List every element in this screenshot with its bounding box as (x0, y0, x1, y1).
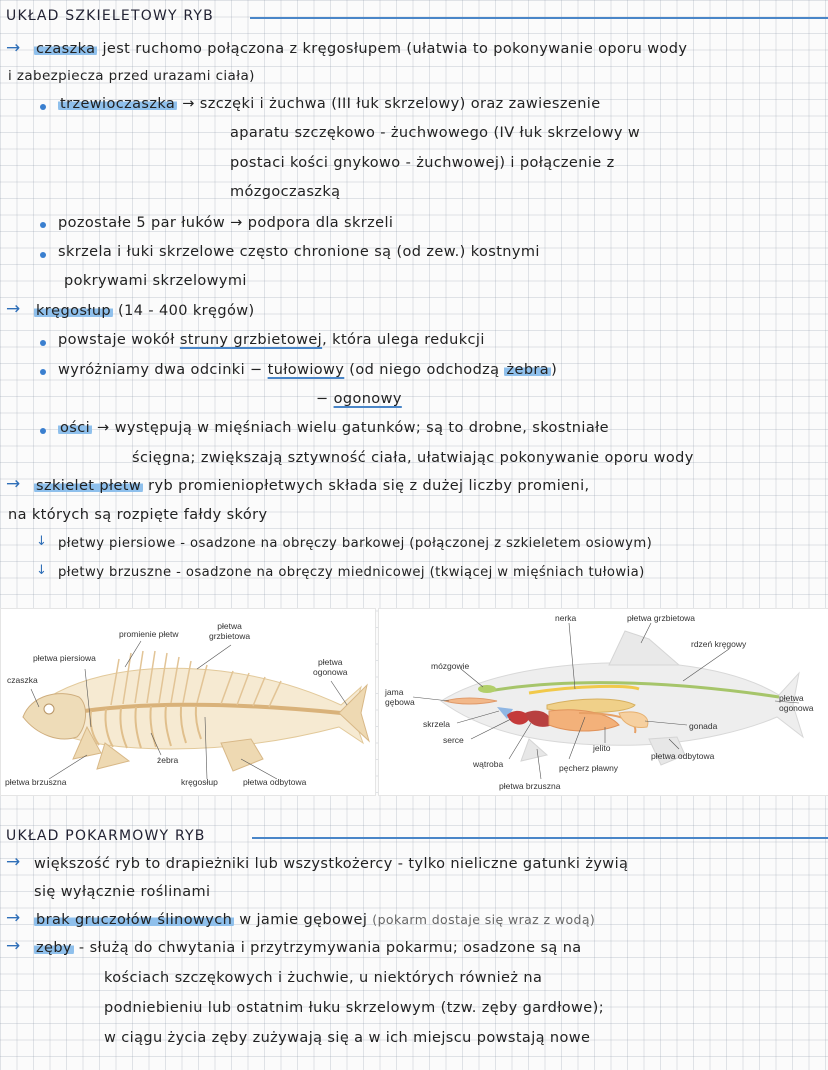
highlight-term: kręgosłup (36, 303, 112, 319)
note-line: pokrywami skrzelowymi (64, 273, 247, 289)
note-line: mózgoczaszką (230, 184, 341, 200)
figure-fish-skeleton (0, 608, 376, 796)
note-text: → szczęki i żuchwa (III łuk skrzelowy) oraz zawieszenie (177, 96, 601, 112)
arrow-icon: → (6, 908, 21, 928)
bullet-dot (40, 340, 46, 346)
note-text: ryb promieniopłetwych składa się z dużej liczby promieni, (143, 478, 590, 494)
label-intestine: jelito (593, 743, 611, 753)
fish-skeleton-illustration (1, 609, 375, 795)
note-text: , która ulega redukcji (322, 332, 485, 348)
label-pectoral-fin: płetwa piersiowa (33, 653, 96, 663)
note-line: na których są rozpięte fałdy skóry (8, 507, 268, 523)
note-line: płetwy piersiowe - osadzone na obręczy barkowej (połączonej z szkieletem osiowym) (58, 536, 653, 551)
label-skull: czaszka (7, 675, 38, 685)
note-text: wyróżniamy dwa odcinki − (58, 362, 268, 378)
note-line (34, 41, 687, 57)
label-gills: skrzela (423, 719, 450, 729)
note-line (58, 420, 609, 436)
note-text: powstaje wokół (58, 332, 180, 348)
arrow-icon: → (6, 299, 21, 319)
bullet-dot (40, 369, 46, 375)
bullet-dot (40, 104, 46, 110)
note-line (58, 362, 557, 378)
underlined-term: tułowiowy (267, 362, 345, 378)
note-line (34, 303, 255, 319)
note-line: się wyłącznie roślinami (34, 884, 211, 900)
label-gonad: gonada (689, 721, 718, 731)
label-fin-rays: promienie płetw (119, 629, 179, 639)
label-liver: wątroba (473, 759, 504, 769)
note-text: ) (551, 362, 558, 378)
note-text: − (316, 391, 334, 407)
label-pelvic-fin: płetwa brzuszna (499, 781, 561, 791)
label-anal-fin: płetwa odbytowa (243, 777, 307, 787)
arrow-icon: → (6, 936, 21, 956)
highlight-term: czaszka (36, 41, 96, 57)
label-tail-fin: płetwa ogonowa (313, 657, 348, 677)
note-line (58, 332, 485, 348)
label-ribs: żebra (157, 755, 179, 765)
label-tail-fin: płetwa ogonowa (779, 693, 814, 713)
note-line: postaci kości gnykowo - żuchwowej) i połączenie z (230, 155, 615, 171)
note-line: aparatu szczękowo - żuchwowego (IV łuk skrzelowy w (230, 125, 641, 141)
note-line (34, 912, 595, 928)
label-spine: kręgosłup (181, 777, 218, 787)
note-line: kościach szczękowych i żuchwie, u niektórych również na (104, 970, 543, 986)
highlight-term: zęby (36, 940, 72, 956)
section-title-skeleton: UKŁAD SZKIELETOWY RYB (6, 8, 214, 24)
note-line (58, 96, 601, 112)
note-line (34, 478, 590, 494)
note-line (316, 391, 402, 407)
bullet-dot (40, 252, 46, 258)
label-dorsal-fin: płetwa grzbietowa (627, 613, 696, 623)
label-brain: mózgowie (431, 661, 470, 671)
section-title-digestive: UKŁAD POKARMOWY RYB (6, 828, 206, 844)
label-heart: serce (443, 735, 464, 745)
label-dorsal-fin: płetwa grzbietowa (209, 621, 251, 641)
bullet-dot (40, 222, 46, 228)
note-line: skrzela i łuki skrzelowe często chronione są (od zew.) kostnymi (58, 244, 540, 260)
note-line: pozostałe 5 par łuków → podpora dla skrzeli (58, 215, 394, 231)
note-text: jest ruchomo połączona z kręgosłupem (ułatwia to pokonywanie oporu wody (97, 41, 688, 57)
note-line: podniebieniu lub ostatnim łuku skrzelowym (tzw. zęby gardłowe); (104, 1000, 604, 1016)
heading-rule (250, 17, 828, 19)
note-line (34, 940, 582, 956)
note-text: w jamie gębowej (234, 912, 373, 928)
note-text: (od niego odchodzą (344, 362, 505, 378)
label-spinal-cord: rdzeń kręgowy (691, 639, 747, 649)
underlined-term: ogonowy (333, 391, 402, 407)
note-line: większość ryb to drapieżniki lub wszystkożercy - tylko nieliczne gatunki żywią (34, 856, 629, 872)
label-mouth-cavity: jama gębowa (385, 687, 415, 707)
note-text: → występują w mięśniach wielu gatunków; są to drobne, skostniałe (92, 420, 609, 436)
highlight-term: trzewioczaszka (60, 96, 176, 112)
note-line: i zabezpiecza przed urazami ciała) (8, 68, 255, 84)
note-text: (14 - 400 kręgów) (113, 303, 255, 319)
arrow-icon: → (6, 38, 21, 58)
label-swim-bladder: pęcherz pławny (559, 763, 619, 773)
label-kidney: nerka (555, 613, 577, 623)
bullet-dot (40, 428, 46, 434)
highlight-term: żebra (506, 362, 550, 378)
label-anal-fin: płetwa odbytowa (651, 751, 715, 761)
note-line: ścięgna; zwiększają sztywność ciała, ułatwiając pokonywanie oporu wody (132, 450, 694, 466)
note-line: w ciągu życia zęby zużywają się a w ich miejscu powstają nowe (104, 1030, 591, 1046)
arrow-icon: → (6, 474, 21, 494)
figure-fish-anatomy (378, 608, 828, 796)
highlight-term: brak gruczołów ślinowych (36, 912, 233, 928)
highlight-term: ości (60, 420, 91, 436)
arrow-icon: → (6, 852, 21, 872)
highlight-term: szkielet płetw (36, 478, 142, 494)
note-text: - służą do chwytania i przytrzymywania pokarmu; osadzone są na (73, 940, 582, 956)
note-text-muted: (pokarm dostaje się wraz z wodą) (372, 912, 596, 927)
note-line: płetwy brzuszne - osadzone na obręczy miednicowej (tkwiącej w mięśniach tułowia) (58, 565, 645, 580)
heading-rule (252, 837, 828, 839)
label-pelvic-fin: płetwa brzuszna (5, 777, 67, 787)
underlined-term: struny grzbietowej (179, 332, 323, 348)
down-arrow-icon: ↓ (36, 563, 47, 578)
down-arrow-icon: ↓ (36, 534, 47, 549)
